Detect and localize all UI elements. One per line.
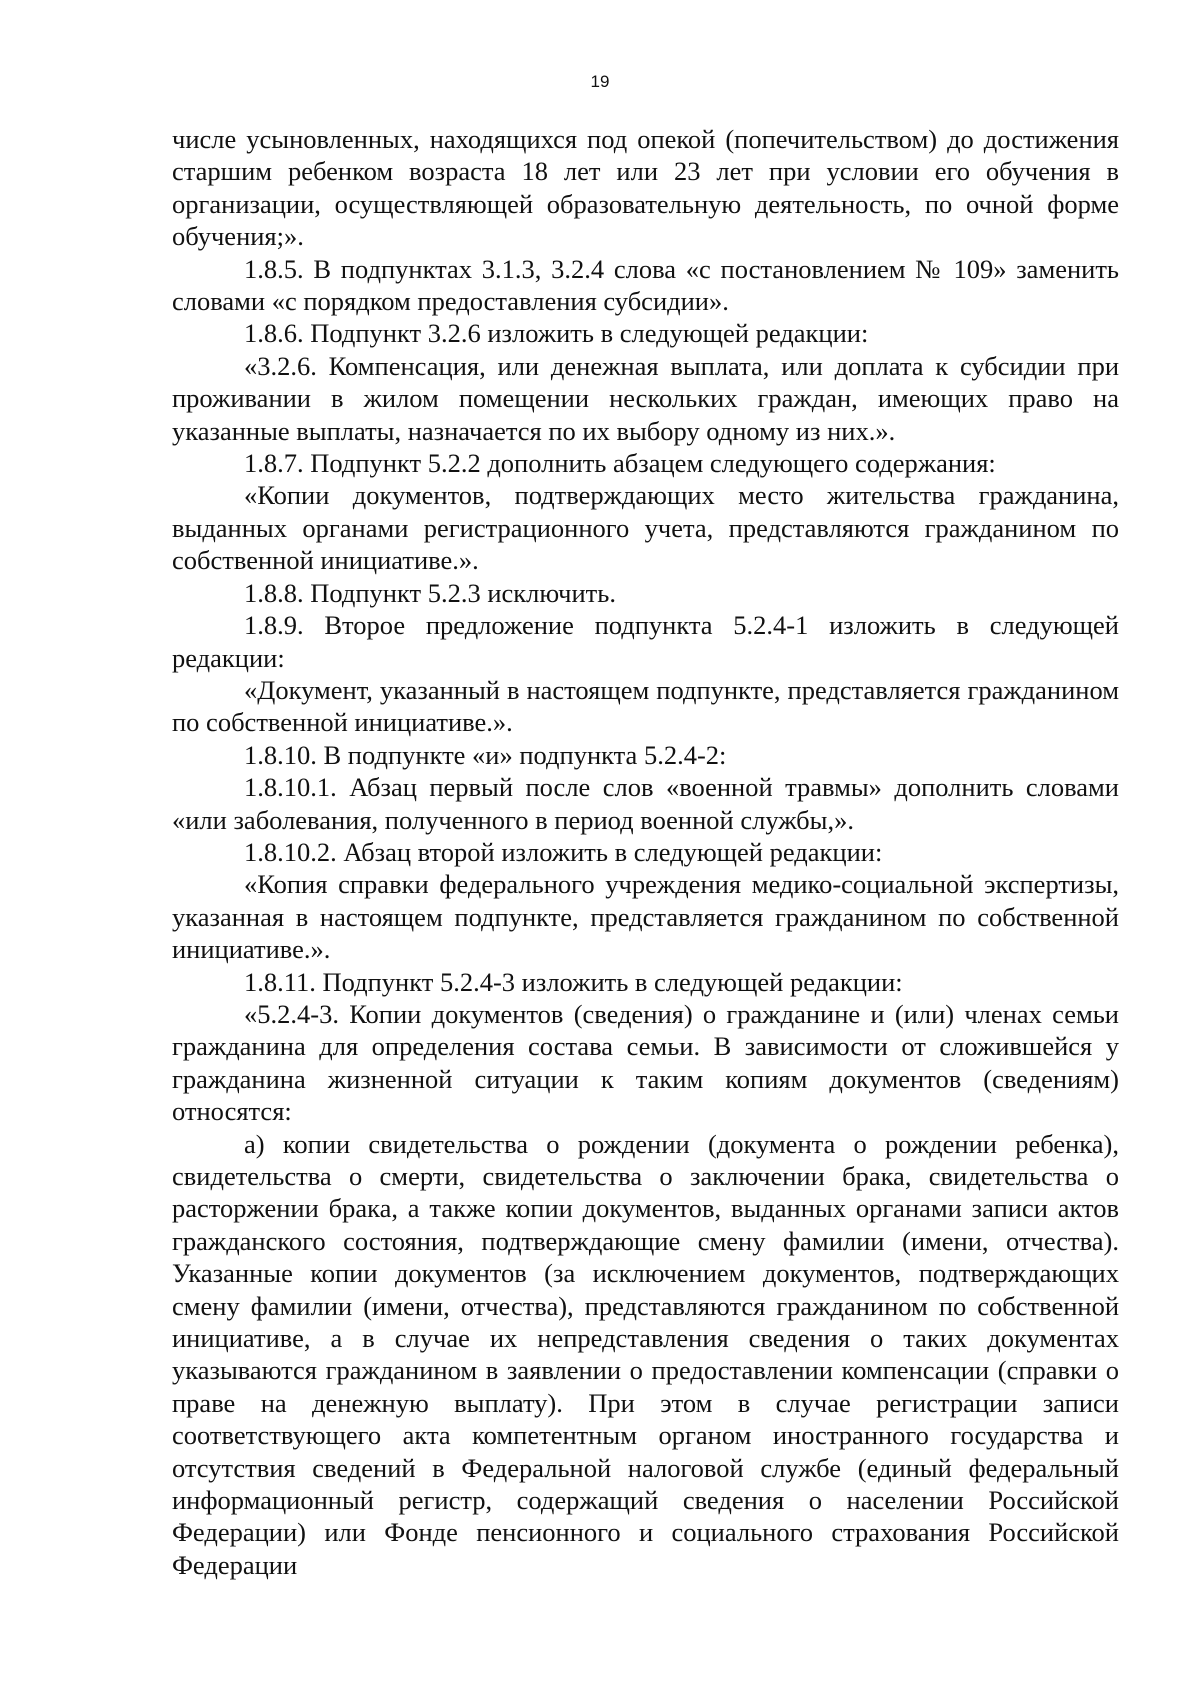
paragraph-quote-document: «Документ, указанный в настоящем подпункте, представляется гражданином по собственной инициативе.». [172, 674, 1119, 738]
paragraph-1-8-9: 1.8.9. Второе предложение подпункта 5.2.4-1 изложить в следующей редакции: [172, 610, 1119, 673]
paragraph-1-8-5: 1.8.5. В подпунктах 3.1.3, 3.2.4 слова «с постановлением № 109» заменить словами «с порядком предоставления субсидии». [172, 253, 1119, 317]
paragraph-1-8-7: 1.8.7. Подпункт 5.2.2 дополнить абзацем следующего содержания: [244, 448, 996, 479]
paragraph-quote-certificate: «Копия справки федерального учреждения медико-социальной экспертизы, указанная в настоящем подпункте, представляется гражданином по собственной инициативе.». [172, 869, 1119, 965]
paragraph-1-8-8: 1.8.8. Подпункт 5.2.3 исключить. [244, 577, 616, 608]
paragraph-1-8-10-1: 1.8.10.1. Абзац первый после слов «военной травмы» дополнить словами «или заболевания, полученного в период военной службы,». [172, 772, 1119, 835]
paragraph-quote-5-2-4-3: «5.2.4-3. Копии документов (сведения) о гражданине и (или) членах семьи гражданина для определения состава семьи. В зависимости от сложившейся у гражданина жизненной ситуации к таким копиям документов (сведениям) относятся: [172, 998, 1119, 1127]
paragraph-1-8-6: 1.8.6. Подпункт 3.2.6 изложить в следующей редакции: [244, 318, 869, 349]
page-number: 19 [590, 72, 610, 91]
paragraph-continuation: числе усыновленных, находящихся под опекой (попечительством) до достижения старшим ребенком возраста 18 лет или 23 лет при условии его обучения в организации, осуществляющей образовательную деятельность, по очной форме обучения;». [172, 124, 1119, 252]
paragraph-1-8-10: 1.8.10. В подпункте «и» подпункта 5.2.4-2: [244, 739, 727, 770]
paragraph-1-8-10-2: 1.8.10.2. Абзац второй изложить в следующей редакции: [244, 836, 883, 867]
paragraph-quote-3-2-6: «3.2.6. Компенсация, или денежная выплата, или доплата к субсидии при проживании в жилом помещении нескольких граждан, имеющих право на указанные выплаты, назначается по их выбору одному из них.». [172, 350, 1119, 446]
paragraph-1-8-11: 1.8.11. Подпункт 5.2.4-3 изложить в следующей редакции: [244, 966, 903, 997]
paragraph-item-a: а) копии свидетельства о рождении (документа о рождении ребенка), свидетельства о смерти, свидетельства о заключении брака, свидетельства о расторжении брака, а также копии документов, выданных органами записи актов гражданского состояния, подтверждающие смену фамилии (имени, отчества). Указанные копии документов (за исключением документов, подтверждающих смену фамилии (имени, отчества), представляются гражданином по собственной инициативе, а в случае их непредставления сведения о таких документах указываются гражданином в заявлении о предоставлении компенсации (справки о праве на денежную выплату). При этом в случае регистрации записи соответствующего акта компетентным органом иностранного государства и отсутствия сведений в Федеральной налоговой службе (единый федеральный информационный регистр, содержащий сведения о населении Российской Федерации) или Фонде пенсионного и социального страхования Российской Федерации [172, 1128, 1119, 1580]
paragraph-quote-copies: «Копии документов, подтверждающих место жительства гражданина, выданных органами регистрационного учета, представляются гражданином по собственной инициативе.». [172, 480, 1119, 576]
document-body [172, 123, 1119, 1581]
